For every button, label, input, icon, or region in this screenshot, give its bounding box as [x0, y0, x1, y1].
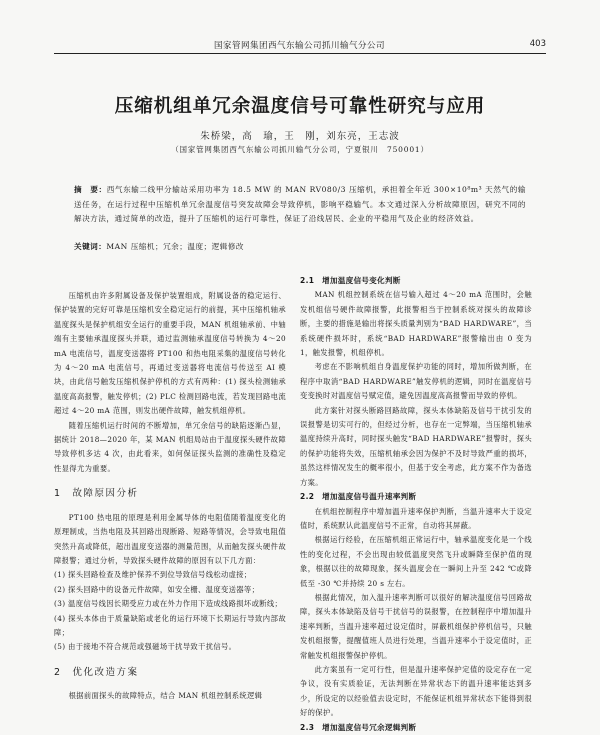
subsection-2-2-paragraph-4: 此方案虽有一定可行性，但是温升速率保护定值的设定存在一定争议，没有实质验证，无法判断在异常状态下的温升速率能达到多少，所设定的以经验值去设定时，不能保证机组异常状态下能得到很好的保护。: [300, 664, 532, 718]
left-column: [54, 289, 286, 704]
cause-item-2: (2) 探头回路中的设备元件故障，如安全栅、温度变送器等；: [54, 584, 260, 594]
subsection-2-2-paragraph-3: 根据此情况，加入温升速率判断可以很好的解决温度信号回路故障，探头本体缺陷及信号干扰信号的误报警，在控制程序中增加温升速率判断，当温升速率超过设定值时，屏蔽机组保护停机信号，只触发机组报警，提醒值班人员进行处理，当温升速率小于设定值时，正常触发机组报警保护停机。: [300, 592, 532, 660]
subsection-2-2-paragraph-1: 在机组控制程序中增加温升速率保护判断，当温升速率大于设定值时，系统默认此温度信号不正常，自动将其屏蔽。: [300, 506, 532, 530]
section-2-paragraph: 根据前面探头的故障特点，结合 MAN 机组控制系统逻辑: [68, 691, 263, 701]
cause-item-3: (3) 温度信号线因长期受应力或在外力作用下造成线路损坏或断线；: [54, 599, 283, 609]
subsection-2-1-paragraph-1: MAN 机组控制系统在信号输入超过 4～20 mA 范围时，会触发机组信号硬件故障报警，此报警相当于控制系统对探头的故障诊断，主要的措施是输出将探头质量判别为“BAD HARDWARE”，当系统硬件损坏时，系统“BAD HARDWARE”报警输出由 0 变为 1，触发报警，机组停机。: [300, 290, 532, 358]
cause-item-5: (5) 由于接地不符合规范或强磁场干扰导致干扰信号。: [54, 642, 237, 652]
section-1-paragraph: PT100 热电阻的原理是利用金属导体的电阻值随着温度变化的原理制成，当热电阻及其回路出现断路、短路等情况，会导致电阻值突然升高或降低，超出温度变送器的测量范围，从而触发探头硬件故障报警；通过分析，导致探头硬件故障的原因有以下几方面：: [54, 512, 286, 565]
keywords-text: MAN 压缩机；冗余；温度；逻辑修改: [106, 242, 245, 251]
section-1-heading: 1 故障原因分析: [54, 488, 139, 500]
abstract-label: 摘 要：: [74, 185, 107, 194]
article-affiliation: （国家管网集团西气东输公司抓川输气分公司，宁夏银川 750001）: [171, 145, 429, 154]
article-title: 压缩机组单冗余温度信号可靠性研究与应用: [114, 96, 486, 117]
subsection-2-2-heading: 2.2 增加温度信号温升速率判断: [300, 492, 417, 502]
right-column: [300, 274, 532, 735]
intro-paragraph-1: 压缩机由许多附属设备及保护装置组成，附属设备的稳定运行、保护装置的完好可靠是压缩机安全稳定运行的前提，其中压缩机轴承温度探头是保护机组安全运行的重要手段，MAN 机组轴承前、中轴端有主要轴承温度探头并联，通过监测轴承温度信号转换为 4～20 mA 电流信号，温度变送器将 PT100 和热电阻采集的温度信号转化为 4～20 mA 电流信号，再通过变送器将电流信号传送至 AI 模块，由此信号触发压缩机保护停机的方式有两种：(1) 探头检测轴承温度高高报警，触发停机；(2) PLC 检测回路电流，若发现回路电流超过 4～20 mA 范围，则发出硬件故障，触发机组停机。: [54, 291, 286, 416]
section-2-heading: 2 优化改造方案: [54, 666, 139, 678]
cause-item-1: (1) 探头回路检查及维护保养不到位导致信号线松动虚接；: [54, 570, 252, 580]
article-authors: 朱桥梁，高 瑜，王 刚，刘东亮，王志波: [200, 131, 400, 142]
subsection-2-2-paragraph-2: 根据运行经验，在压缩机组正常运行中，轴承温度变化是一个线性的变化过程，不会出现由较低温度突然飞升或瞬降至保护值的现象，根据以往的故障现象，探头温度会在一瞬间上升至 242 ℃或降低至 -30 ℃并持续 20 s 左右。: [300, 535, 532, 588]
keywords: [74, 240, 526, 254]
subsection-2-3-heading: 2.3 增加温度信号冗余逻辑判断: [300, 722, 417, 732]
subsection-2-1-paragraph-3: 此方案针对探头断路回路故障，探头本体缺陷及信号干扰引发的误报警是切实可行的，但经过分析，也存在一定弊端，当压缩机轴承温度持续升高时，同时探头触发“BAD HARDWARE”报警时，探头的保护功能将失效，压缩机轴承会因为保护不及时导致严重的损坏，虽然这样情况发生的概率很小，但基于安全考虑，此方案不作为备选方案。: [300, 405, 532, 487]
header-divider: [54, 53, 546, 54]
running-header: [54, 38, 546, 52]
intro-paragraph-2: 随着压缩机运行时间的不断增加，单冗余信号的缺陷逐渐凸显，据统计 2018—2020 年，某 MAN 机组局站由于温度探头硬件故障导致停机多达 4 次，由此看来，如何保证探头监测的准确性及稳定性显得尤为重要。: [54, 420, 286, 473]
abstract: [74, 183, 526, 227]
page-number: 403: [529, 39, 546, 49]
subsection-2-1-heading: 2.1 增加温度信号变化判断: [300, 276, 401, 285]
abstract-text: 西气东输二线甲分输站采用功率为 18.5 MW 的 MAN RV080/3 压缩机，承担着全年近 300×10⁸m³ 天然气的输送任务，在运行过程中压缩机单冗余温度信号突发故障会导致停机，影响平稳输气。本文通过深入分析故障原因，研究不同的解决方法，通过简单的改造，提升了压缩机的运行可靠性，保证了沿线居民、企业的平稳用气及企业的经济效益。: [74, 185, 526, 224]
subsection-2-1-paragraph-2: 考虑在不影响机组自身温度保护功能的同时，增加所做判断，在程序中取消“BAD HARDWARE”触发停机的逻辑，同时在温度信号变变换时对温度信号赋定值，避免因温度高高报警而导致的停机。: [300, 362, 532, 401]
journal-name: 国家管网集团西气东输公司抓川输气分公司: [214, 41, 386, 51]
keywords-label: 关键词：: [74, 242, 107, 251]
cause-item-4: (4) 探头本体由于质量缺陷或老化的运行环境下长期运行导致内部故障；: [54, 613, 286, 637]
